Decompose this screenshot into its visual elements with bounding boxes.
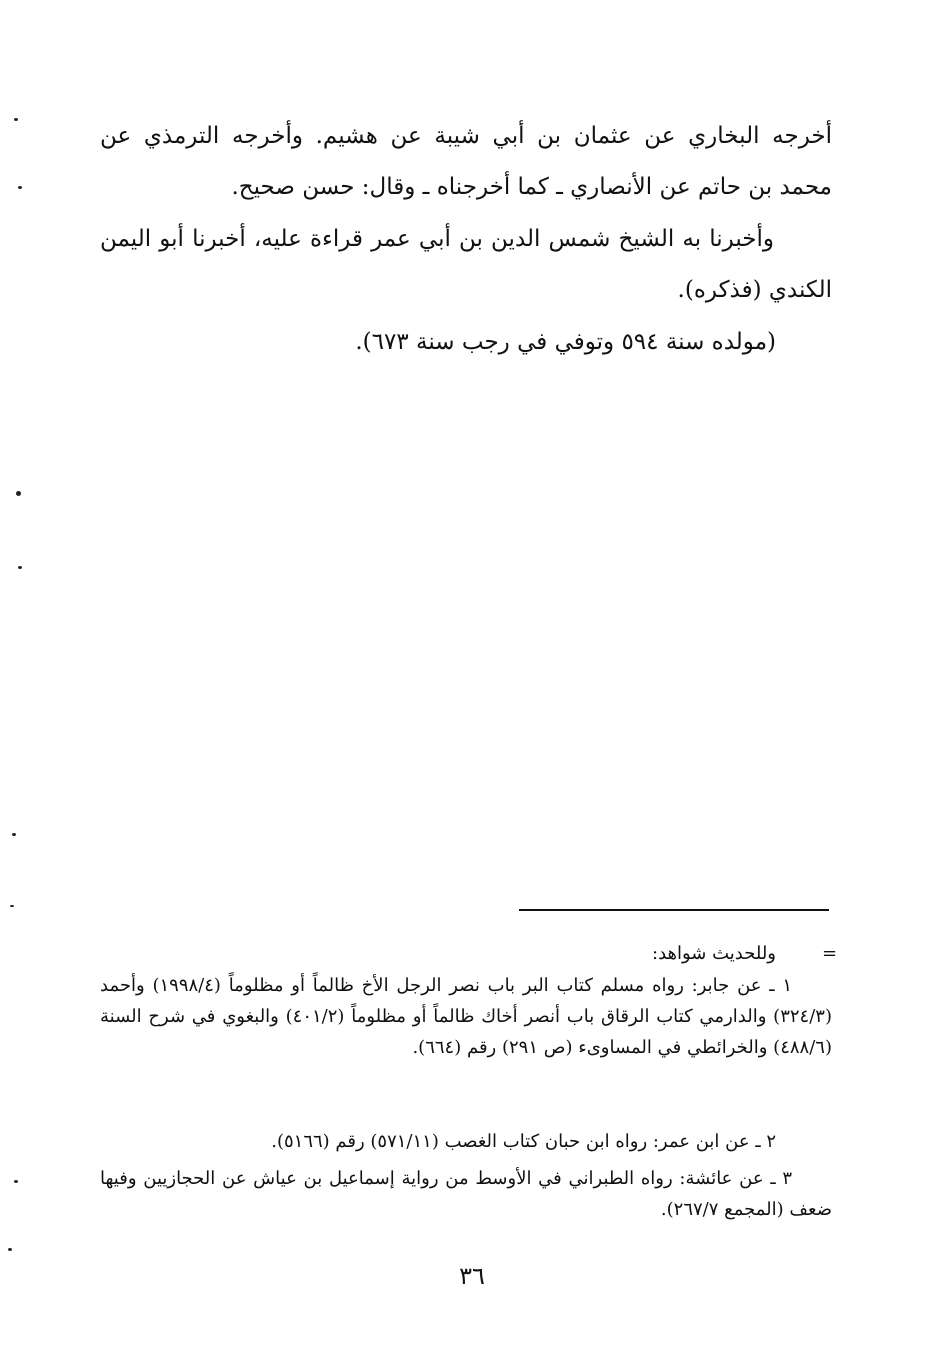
scan-speck — [8, 1248, 12, 1251]
scan-speck — [14, 1180, 18, 1183]
footnote-item-1: ١ ـ عن جابر: رواه مسلم كتاب البر باب نصر الرجل الأخ ظالماً أو مظلوماً (١٩٩٨/٤) وأحمد (٣٢٤/٣) والدارمي كتاب الرقاق باب أنصر أخاك ظالماً أو مظلوماً (٤٠١/٢) والبغوي في شرح السنة (٤٨٨/٦) والخرائطي في المساوىء (ص ٢٩١) رقم (٦٦٤). — [100, 975, 832, 1058]
page-number: ٣٦ — [459, 1262, 485, 1290]
footnote-divider — [519, 909, 829, 911]
footnote-item-3: ٣ ـ عن عائشة: رواه الطبراني في الأوسط من رواية إسماعيل بن عياش عن الحجازيين وفيها ضعف (المجمع ٢٦٧/٧). — [100, 1168, 832, 1220]
scan-speck — [14, 118, 18, 121]
body-paragraph-hadith-source: أخرجه البخاري عن عثمان بن أبي شيبة عن هشيم. وأخرجه الترمذي عن محمد بن حاتم عن الأنصاري ـ كما أخرجناه ـ وقال: حسن صحيح. — [100, 123, 832, 200]
scan-speck — [12, 833, 16, 836]
scan-speck — [16, 491, 21, 496]
body-paragraph-birth-death: (مولده سنة ٥٩٤ وتوفي في رجب سنة ٦٧٣). — [355, 329, 776, 355]
footnote-item-2: ٢ ـ عن ابن عمر: رواه ابن حبان كتاب الغصب (٥٧١/١١) رقم (٥١٦٦). — [271, 1131, 776, 1152]
footnote-heading: وللحديث شواهد: — [652, 943, 776, 964]
footnote-continuation-mark: = — [822, 943, 838, 964]
scan-speck — [18, 186, 22, 189]
body-paragraph-chain: وأخبرنا به الشيخ شمس الدين بن أبي عمر قراءة عليه، أخبرنا أبو اليمن الكندي (فذكره). — [100, 226, 832, 303]
scan-speck — [18, 566, 22, 569]
scan-speck — [10, 905, 14, 907]
